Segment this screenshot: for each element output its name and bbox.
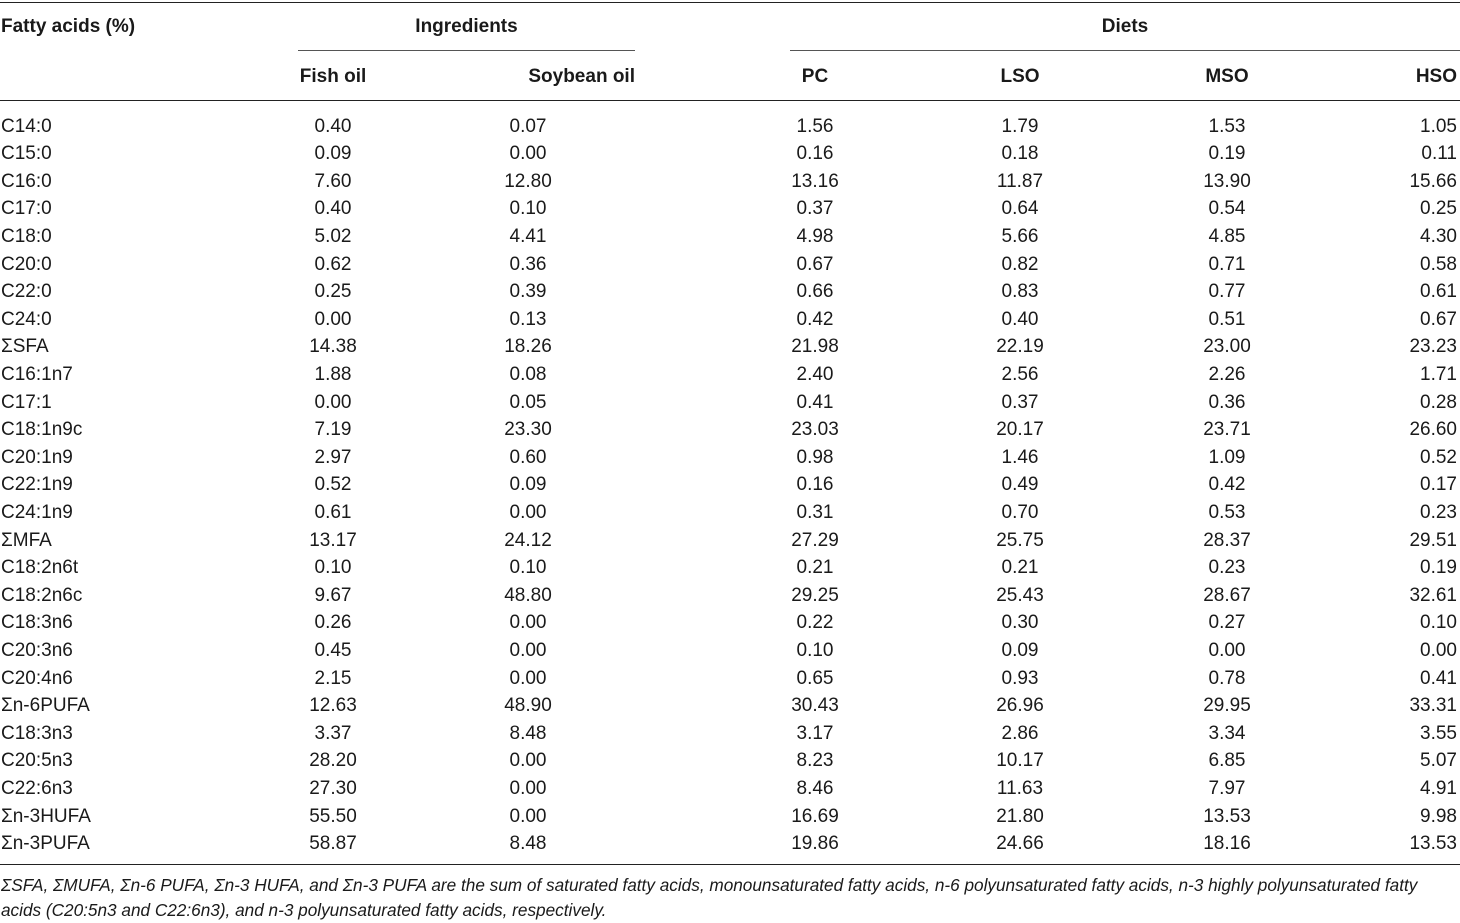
row-value: 22.19 xyxy=(996,336,1044,358)
row-value: 1.79 xyxy=(1001,115,1039,137)
row-value: 0.00 xyxy=(509,612,547,634)
row-value: 0.67 xyxy=(1420,308,1457,330)
row-label: C17:1 xyxy=(1,391,52,413)
row-value: 48.80 xyxy=(504,584,552,606)
row-value: 0.70 xyxy=(1001,501,1039,523)
row-value: 0.54 xyxy=(1208,198,1246,220)
row-value: 0.08 xyxy=(509,363,547,385)
row-value: 0.25 xyxy=(1420,198,1457,220)
row-label: Σn-3HUFA xyxy=(1,805,91,827)
row-value: 0.16 xyxy=(796,143,834,165)
row-value: 15.66 xyxy=(1409,170,1457,192)
row-value: 9.67 xyxy=(314,584,352,606)
row-value: 26.96 xyxy=(996,695,1044,717)
row-value: 7.19 xyxy=(314,419,352,441)
row-label: ΣMFA xyxy=(1,529,52,551)
row-value: 0.83 xyxy=(1001,281,1039,303)
row-value: 2.86 xyxy=(1001,722,1039,744)
table-row xyxy=(0,389,1460,417)
row-value: 5.66 xyxy=(1001,225,1039,247)
row-value: 0.42 xyxy=(796,308,834,330)
row-label: Σn-3PUFA xyxy=(1,833,90,855)
row-value: 0.00 xyxy=(1420,639,1457,661)
row-value: 0.52 xyxy=(1420,446,1457,468)
row-value: 0.17 xyxy=(1420,474,1457,496)
row-value: 27.29 xyxy=(791,529,839,551)
table-row xyxy=(0,195,1460,223)
table-row xyxy=(0,306,1460,334)
row-value: 0.00 xyxy=(314,308,352,330)
row-value: 0.05 xyxy=(509,391,547,413)
row-value: 0.27 xyxy=(1208,612,1246,634)
row-value: 0.45 xyxy=(314,639,352,661)
table-row xyxy=(0,444,1460,472)
row-value: 0.09 xyxy=(509,474,547,496)
row-value: 0.00 xyxy=(509,501,547,523)
table-row xyxy=(0,582,1460,610)
row-value: 29.51 xyxy=(1409,529,1457,551)
row-value: 7.60 xyxy=(314,170,352,192)
row-value: 0.66 xyxy=(796,281,834,303)
row-value: 13.17 xyxy=(309,529,357,551)
table-row xyxy=(0,251,1460,279)
header-ingredients-group: Ingredients xyxy=(415,16,518,37)
row-label: C20:5n3 xyxy=(1,750,73,772)
row-value: 0.00 xyxy=(509,667,547,689)
row-value: 23.71 xyxy=(1203,419,1251,441)
header-fatty-acids: Fatty acids (%) xyxy=(1,16,136,37)
table-row xyxy=(0,527,1460,555)
header-col-soybean-oil: Soybean oil xyxy=(528,66,635,87)
row-value: 0.19 xyxy=(1208,143,1246,165)
row-value: 0.58 xyxy=(1420,253,1457,275)
row-value: 33.31 xyxy=(1409,695,1457,717)
table-row xyxy=(0,554,1460,582)
row-value: 0.31 xyxy=(796,501,834,523)
row-label: C18:1n9c xyxy=(1,419,83,441)
row-value: 0.40 xyxy=(314,198,352,220)
row-value: 29.25 xyxy=(791,584,839,606)
row-value: 0.10 xyxy=(314,557,352,579)
row-label: C14:0 xyxy=(1,115,52,137)
row-label: ΣSFA xyxy=(1,336,49,358)
row-value: 13.53 xyxy=(1409,833,1457,855)
row-value: 0.00 xyxy=(509,639,547,661)
row-value: 3.17 xyxy=(796,722,834,744)
table-row xyxy=(0,747,1460,775)
row-value: 11.87 xyxy=(996,170,1044,192)
header-col-hso: HSO xyxy=(1415,66,1457,87)
row-value: 0.36 xyxy=(1208,391,1246,413)
row-value: 19.86 xyxy=(791,833,839,855)
header-col-mso: MSO xyxy=(1205,66,1249,87)
table-row xyxy=(0,168,1460,196)
table-row xyxy=(0,140,1460,168)
top-rule xyxy=(0,2,1460,3)
row-value: 0.39 xyxy=(509,281,547,303)
row-value: 58.87 xyxy=(309,833,357,855)
row-value: 0.00 xyxy=(314,391,352,413)
row-value: 0.40 xyxy=(1001,308,1039,330)
row-value: 18.16 xyxy=(1203,833,1251,855)
row-value: 0.61 xyxy=(1420,281,1457,303)
row-value: 20.17 xyxy=(996,419,1044,441)
row-value: 1.05 xyxy=(1420,115,1457,137)
table-row xyxy=(0,830,1460,858)
row-value: 8.46 xyxy=(796,777,834,799)
row-value: 0.71 xyxy=(1208,253,1246,275)
row-value: 0.16 xyxy=(796,474,834,496)
row-value: 0.41 xyxy=(1420,667,1457,689)
row-label: C24:0 xyxy=(1,308,52,330)
row-value: 4.85 xyxy=(1208,225,1246,247)
row-value: 25.75 xyxy=(996,529,1044,551)
row-value: 0.10 xyxy=(796,639,834,661)
row-value: 0.00 xyxy=(509,805,547,827)
row-label: C16:0 xyxy=(1,170,52,192)
row-value: 1.09 xyxy=(1208,446,1246,468)
row-value: 2.15 xyxy=(314,667,352,689)
table-row xyxy=(0,803,1460,831)
row-value: 10.17 xyxy=(996,750,1044,772)
row-label: C16:1n7 xyxy=(1,363,73,385)
row-value: 0.61 xyxy=(314,501,352,523)
row-value: 0.42 xyxy=(1208,474,1246,496)
row-value: 28.67 xyxy=(1203,584,1251,606)
table-row xyxy=(0,278,1460,306)
row-value: 48.90 xyxy=(504,695,552,717)
row-value: 16.69 xyxy=(791,805,839,827)
row-value: 0.25 xyxy=(314,281,352,303)
row-value: 0.21 xyxy=(1001,557,1039,579)
table-row xyxy=(0,775,1460,803)
row-label: C17:0 xyxy=(1,198,52,220)
row-value: 3.34 xyxy=(1208,722,1246,744)
row-value: 32.61 xyxy=(1409,584,1457,606)
row-value: 0.51 xyxy=(1208,308,1246,330)
row-value: 14.38 xyxy=(309,336,357,358)
row-label: C24:1n9 xyxy=(1,501,73,523)
row-value: 1.53 xyxy=(1208,115,1246,137)
diets-group-rule xyxy=(790,50,1460,51)
row-label: C18:0 xyxy=(1,225,52,247)
row-label: C22:1n9 xyxy=(1,474,73,496)
row-value: 21.80 xyxy=(996,805,1044,827)
row-value: 0.60 xyxy=(509,446,547,468)
row-value: 0.13 xyxy=(509,308,547,330)
row-value: 0.40 xyxy=(314,115,352,137)
row-value: 0.00 xyxy=(509,777,547,799)
row-value: 7.97 xyxy=(1208,777,1246,799)
row-value: 0.30 xyxy=(1001,612,1039,634)
row-value: 27.30 xyxy=(309,777,357,799)
row-value: 8.23 xyxy=(796,750,834,772)
table-footnote: ΣSFA, ΣMUFA, Σn-6 PUFA, Σn-3 HUFA, and Σn-3 PUFA are the sum of saturated fatty acids, monounsaturated fatty acids, n-6 polyunsaturated fatty acids, n-3 highly polyunsaturated fatty acids (C20:5n3 and C22:6n3), and n-3 polyunsaturated fatty acids, respectively. xyxy=(1,875,1418,920)
table-row xyxy=(0,361,1460,389)
row-value: 0.23 xyxy=(1420,501,1457,523)
row-label: C22:6n3 xyxy=(1,777,73,799)
row-value: 0.07 xyxy=(509,115,547,137)
row-value: 2.26 xyxy=(1208,363,1246,385)
row-value: 0.37 xyxy=(1001,391,1039,413)
table-row xyxy=(0,720,1460,748)
row-value: 9.98 xyxy=(1420,805,1457,827)
header-diets-group: Diets xyxy=(1101,16,1149,37)
row-value: 12.80 xyxy=(504,170,552,192)
row-value: 29.95 xyxy=(1203,695,1251,717)
row-value: 18.26 xyxy=(504,336,552,358)
row-value: 0.65 xyxy=(796,667,834,689)
row-value: 5.07 xyxy=(1420,750,1457,772)
row-value: 23.03 xyxy=(791,419,839,441)
row-value: 0.26 xyxy=(314,612,352,634)
row-value: 6.85 xyxy=(1208,750,1246,772)
row-value: 0.62 xyxy=(314,253,352,275)
row-value: 0.53 xyxy=(1208,501,1246,523)
row-value: 23.00 xyxy=(1203,336,1251,358)
row-value: 23.30 xyxy=(504,419,552,441)
row-value: 0.36 xyxy=(509,253,547,275)
row-value: 1.56 xyxy=(796,115,834,137)
row-value: 4.91 xyxy=(1420,777,1457,799)
table-row xyxy=(0,665,1460,693)
row-value: 0.10 xyxy=(1420,612,1457,634)
row-value: 0.19 xyxy=(1420,557,1457,579)
row-label: C20:4n6 xyxy=(1,667,73,689)
row-label: C20:0 xyxy=(1,253,52,275)
row-value: 30.43 xyxy=(791,695,839,717)
row-value: 24.66 xyxy=(996,833,1044,855)
row-label: Σn-6PUFA xyxy=(1,695,90,717)
row-value: 0.11 xyxy=(1421,143,1457,165)
row-label: C20:1n9 xyxy=(1,446,73,468)
row-value: 2.97 xyxy=(314,446,352,468)
header-col-pc: PC xyxy=(801,66,829,87)
row-value: 13.16 xyxy=(791,170,839,192)
row-value: 0.41 xyxy=(796,391,834,413)
header-col-lso: LSO xyxy=(1000,66,1040,87)
row-value: 0.52 xyxy=(314,474,352,496)
row-value: 0.78 xyxy=(1208,667,1246,689)
row-value: 0.00 xyxy=(509,143,547,165)
table-row xyxy=(0,499,1460,527)
row-value: 26.60 xyxy=(1409,419,1457,441)
row-value: 0.28 xyxy=(1420,391,1457,413)
row-label: C22:0 xyxy=(1,281,52,303)
row-value: 0.10 xyxy=(509,557,547,579)
row-label: C18:2n6c xyxy=(1,584,83,606)
header-bottom-rule xyxy=(0,100,1460,101)
row-value: 25.43 xyxy=(996,584,1044,606)
row-value: 11.63 xyxy=(996,777,1044,799)
row-value: 24.12 xyxy=(504,529,552,551)
row-value: 0.82 xyxy=(1001,253,1039,275)
row-label: C20:3n6 xyxy=(1,639,73,661)
row-value: 0.00 xyxy=(1208,639,1246,661)
table-row xyxy=(0,223,1460,251)
row-value: 28.20 xyxy=(309,750,357,772)
table-row xyxy=(0,637,1460,665)
row-value: 4.30 xyxy=(1420,225,1457,247)
row-value: 2.40 xyxy=(796,363,834,385)
row-value: 0.09 xyxy=(1001,639,1039,661)
table-row xyxy=(0,609,1460,637)
row-value: 0.49 xyxy=(1001,474,1039,496)
ingredients-group-rule xyxy=(298,50,635,51)
table-row xyxy=(0,113,1460,141)
row-value: 55.50 xyxy=(309,805,357,827)
row-value: 13.53 xyxy=(1203,805,1251,827)
row-value: 2.56 xyxy=(1001,363,1039,385)
row-label: C18:3n6 xyxy=(1,612,73,634)
row-value: 0.10 xyxy=(509,198,547,220)
table-row xyxy=(0,333,1460,361)
row-label: C18:2n6t xyxy=(1,557,79,579)
body-bottom-rule xyxy=(0,864,1460,865)
row-value: 4.41 xyxy=(509,225,547,247)
row-value: 0.93 xyxy=(1001,667,1039,689)
row-value: 12.63 xyxy=(309,695,357,717)
header-col-fish-oil: Fish oil xyxy=(299,66,367,87)
row-value: 0.00 xyxy=(509,750,547,772)
table-row xyxy=(0,416,1460,444)
table-row xyxy=(0,471,1460,499)
row-value: 0.09 xyxy=(314,143,352,165)
row-value: 0.98 xyxy=(796,446,834,468)
row-value: 0.21 xyxy=(796,557,834,579)
row-value: 28.37 xyxy=(1203,529,1251,551)
row-value: 0.23 xyxy=(1208,557,1246,579)
row-value: 0.37 xyxy=(796,198,834,220)
row-value: 1.88 xyxy=(314,363,352,385)
row-value: 21.98 xyxy=(791,336,839,358)
row-value: 0.18 xyxy=(1001,143,1039,165)
row-label: C18:3n3 xyxy=(1,722,73,744)
table-row xyxy=(0,692,1460,720)
row-value: 0.22 xyxy=(796,612,834,634)
row-value: 3.55 xyxy=(1420,722,1457,744)
row-value: 3.37 xyxy=(314,722,352,744)
row-value: 0.77 xyxy=(1208,281,1246,303)
row-value: 8.48 xyxy=(509,833,547,855)
row-value: 0.64 xyxy=(1001,198,1039,220)
row-value: 5.02 xyxy=(314,225,352,247)
row-value: 0.67 xyxy=(796,253,834,275)
row-value: 1.71 xyxy=(1420,363,1457,385)
row-label: C15:0 xyxy=(1,143,52,165)
row-value: 13.90 xyxy=(1203,170,1251,192)
row-value: 4.98 xyxy=(796,225,834,247)
row-value: 1.46 xyxy=(1001,446,1039,468)
row-value: 23.23 xyxy=(1409,336,1457,358)
row-value: 8.48 xyxy=(509,722,547,744)
